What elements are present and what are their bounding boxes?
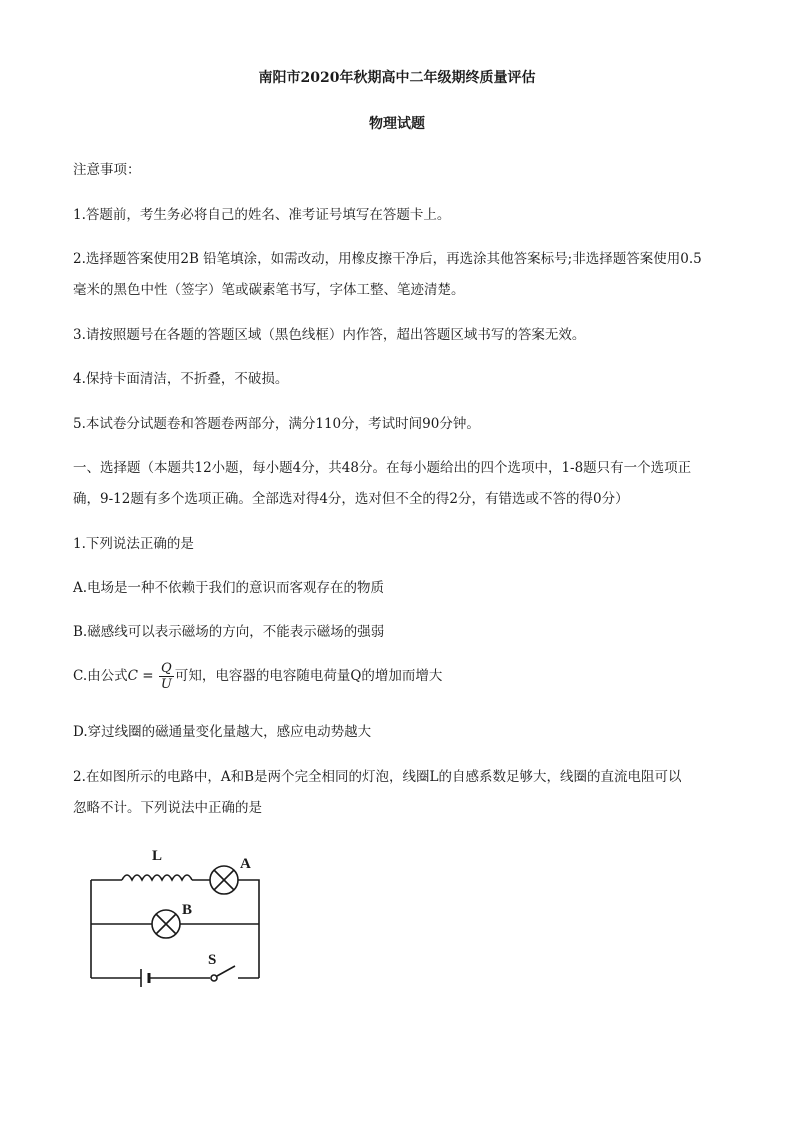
lamp-b-cross bbox=[156, 914, 176, 934]
inductor-coil bbox=[122, 875, 192, 880]
formula-var-c: C bbox=[127, 668, 138, 684]
section-heading-line1: 一、选择题（本题共12小题，每小题4分，共48分。在每小题给出的四个选项中，1-8题只有一个选项正 bbox=[73, 460, 692, 476]
q1-stem: 1.下列说法正确的是 bbox=[73, 536, 194, 552]
subject-title: 物理试题 bbox=[369, 116, 425, 132]
q1-option-c-prefix: C.由公式 bbox=[73, 668, 128, 684]
q1-option-b: B.磁感线可以表示磁场的方向，不能表示磁场的强弱 bbox=[73, 624, 385, 640]
q1-option-d: D.穿过线圈的磁通量变化量越大，感应电动势越大 bbox=[73, 724, 372, 740]
right-rail-wire bbox=[238, 880, 259, 978]
section-heading-line2: 确，9-12题有多个选项正确。全部选对得4分，选对但不全的得2分，有错选或不答的得0分） bbox=[73, 491, 629, 507]
label-l: L bbox=[152, 848, 163, 864]
notice-item-2-cont: 毫米的黑色中性（签字）笔或碳素笔书写，字体工整、笔迹清楚。 bbox=[73, 282, 465, 298]
lamp-a-cross bbox=[214, 870, 234, 890]
q2-stem-line2: 忽略不计。下列说法中正确的是 bbox=[73, 800, 262, 816]
label-a: A bbox=[240, 856, 251, 872]
formula-equals: = bbox=[137, 668, 158, 684]
circuit-diagram bbox=[78, 838, 278, 998]
label-b: B bbox=[182, 902, 193, 918]
notice-item-2: 2.选择题答案使用2B 铅笔填涂，如需改动，用橡皮擦干净后，再选涂其他答案标号;非选择题答案使用0.5 bbox=[73, 251, 702, 267]
q2-stem-line1: 2.在如图所示的电路中，A和B是两个完全相同的灯泡，线圈L的自感系数足够大，线圈的直流电阻可以 bbox=[73, 769, 682, 785]
q1-option-a: A.电场是一种不依赖于我们的意识而客观存在的物质 bbox=[73, 580, 385, 596]
switch-pivot-icon bbox=[211, 975, 217, 981]
formula-denominator: U bbox=[160, 677, 172, 692]
q1-option-c bbox=[73, 661, 442, 692]
notice-item-4: 4.保持卡面清洁，不折叠，不破损。 bbox=[73, 371, 289, 387]
notice-item-3: 3.请按照题号在各题的答题区域（黑色线框）内作答，超出答题区域书写的答案无效。 bbox=[73, 327, 586, 343]
exam-title: 南阳市2020年秋期高中二年级期终质量评估 bbox=[258, 70, 536, 86]
formula-fraction bbox=[159, 661, 174, 692]
notice-item-1: 1.答题前，考生务必将自己的姓名、准考证号填写在答题卡上。 bbox=[73, 207, 451, 223]
q1-option-c-suffix: 可知，电容器的电容随电荷量Q的增加而增大 bbox=[174, 668, 443, 684]
notice-heading: 注意事项： bbox=[73, 162, 141, 178]
label-s: S bbox=[208, 952, 217, 968]
notice-item-5: 5.本试卷分试题卷和答题卷两部分，满分110分，考试时间90分钟。 bbox=[73, 416, 480, 432]
switch-lever bbox=[217, 966, 235, 976]
formula-numerator: Q bbox=[159, 661, 174, 677]
